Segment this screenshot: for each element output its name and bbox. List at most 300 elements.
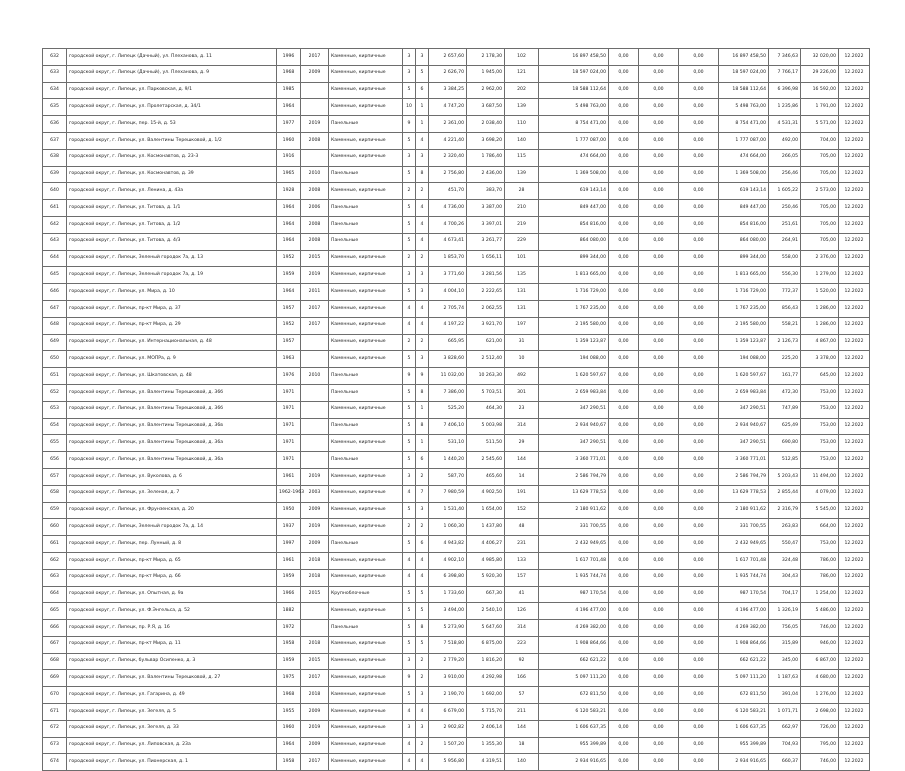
- cell-floors: 2: [403, 183, 416, 200]
- cell-deadline: 12.2022: [839, 603, 870, 620]
- cell-floors: 5: [403, 284, 416, 301]
- table-row: [43, 65, 870, 82]
- cell-wall-material: Каменные, кирпичные: [329, 636, 403, 653]
- cell-cost-total: 854 816,00: [539, 216, 609, 233]
- cell-cost-regional: 0,00: [639, 452, 679, 469]
- cell-deadline: 12.2022: [839, 418, 870, 435]
- cell-cost-municipal: 0,00: [679, 737, 719, 754]
- cell-cost-regional: 0,00: [639, 250, 679, 267]
- cell-unit-cost: 263,83: [769, 519, 801, 536]
- cell-cost-municipal: 0,00: [679, 452, 719, 469]
- cell-row-number: 660: [43, 519, 67, 536]
- cell-residents: 229: [505, 233, 539, 250]
- cell-year-built: 1996: [277, 49, 301, 66]
- cell-cost-municipal: 0,00: [679, 334, 719, 351]
- cell-max-unit-cost: 5 571,00: [801, 116, 839, 133]
- table-row: [43, 233, 870, 250]
- table-row: [43, 468, 870, 485]
- table-row: [43, 704, 870, 721]
- cell-deadline: 12.2022: [839, 300, 870, 317]
- cell-floors: 5: [403, 166, 416, 183]
- cell-year-built: 1972: [277, 620, 301, 637]
- cell-living-area: 3 921,70: [467, 317, 505, 334]
- cell-residents: 144: [505, 720, 539, 737]
- cell-cost-total: 347 290,51: [539, 401, 609, 418]
- cell-deadline: 12.2022: [839, 351, 870, 368]
- cell-year-renovated: 2015: [301, 250, 329, 267]
- cell-entrances: 2: [416, 250, 429, 267]
- cell-cost-federal: 0,00: [609, 452, 639, 469]
- cell-floors: 5: [403, 435, 416, 452]
- cell-cost-total: 194 088,00: [539, 351, 609, 368]
- cell-cost-owners: 6 120 583,21: [719, 704, 769, 721]
- cell-max-unit-cost: 4 680,00: [801, 670, 839, 687]
- cell-wall-material: Каменные, кирпичные: [329, 132, 403, 149]
- cell-deadline: 12.2022: [839, 216, 870, 233]
- cell-cost-municipal: 0,00: [679, 351, 719, 368]
- cell-residents: 231: [505, 536, 539, 553]
- cell-wall-material: Каменные, кирпичные: [329, 401, 403, 418]
- cell-cost-regional: 0,00: [639, 49, 679, 66]
- cell-max-unit-cost: 705,00: [801, 166, 839, 183]
- cell-row-number: 638: [43, 149, 67, 166]
- table-row: [43, 586, 870, 603]
- cell-max-unit-cost: 705,00: [801, 233, 839, 250]
- cell-cost-owners: 331 700,55: [719, 519, 769, 536]
- cell-address: городской округ, г. Липецк, пр-кт Мира, д. 29: [67, 317, 277, 334]
- cell-total-area: 4 221,40: [429, 132, 467, 149]
- cell-wall-material: Каменные, кирпичные: [329, 754, 403, 771]
- cell-address: городской округ, г. Липецк, ул. Валентины Терешковой, д. 36а: [67, 435, 277, 452]
- cell-deadline: 12.2022: [839, 401, 870, 418]
- cell-residents: 102: [505, 49, 539, 66]
- cell-wall-material: Каменные, кирпичные: [329, 317, 403, 334]
- cell-cost-municipal: 0,00: [679, 250, 719, 267]
- cell-cost-total: 672 811,50: [539, 687, 609, 704]
- cell-cost-federal: 0,00: [609, 468, 639, 485]
- cell-cost-regional: 0,00: [639, 519, 679, 536]
- cell-year-renovated: 2019: [301, 519, 329, 536]
- cell-cost-federal: 0,00: [609, 653, 639, 670]
- cell-cost-municipal: 0,00: [679, 300, 719, 317]
- cell-year-built: 1965: [277, 166, 301, 183]
- cell-max-unit-cost: 753,00: [801, 401, 839, 418]
- cell-year-built: 1964: [277, 216, 301, 233]
- cell-address: городской округ, г. Липецк, ул. Парковская, д. 9/1: [67, 82, 277, 99]
- table-row: [43, 519, 870, 536]
- cell-max-unit-cost: 32 020,00: [801, 49, 839, 66]
- cell-year-built: 1952: [277, 317, 301, 334]
- table-row: [43, 149, 870, 166]
- cell-cost-total: 2 432 949,65: [539, 536, 609, 553]
- cell-cost-regional: 0,00: [639, 704, 679, 721]
- cell-floors: 9: [403, 670, 416, 687]
- cell-cost-owners: 2 195 580,00: [719, 317, 769, 334]
- cell-deadline: 12.2022: [839, 166, 870, 183]
- cell-year-built: 1971: [277, 384, 301, 401]
- cell-row-number: 664: [43, 586, 67, 603]
- cell-cost-regional: 0,00: [639, 334, 679, 351]
- cell-cost-federal: 0,00: [609, 704, 639, 721]
- cell-row-number: 642: [43, 216, 67, 233]
- cell-year-built: 1985: [277, 82, 301, 99]
- cell-cost-total: 347 290,51: [539, 435, 609, 452]
- table-row: [43, 502, 870, 519]
- cell-wall-material: Каменные, кирпичные: [329, 65, 403, 82]
- cell-address: городской округ, г. Липецк, пер. Лунный, д. 8: [67, 536, 277, 553]
- table-row: [43, 82, 870, 99]
- cell-cost-municipal: 0,00: [679, 317, 719, 334]
- cell-cost-owners: 849 447,00: [719, 200, 769, 217]
- cell-floors: 3: [403, 49, 416, 66]
- cell-deadline: 12.2022: [839, 670, 870, 687]
- cell-cost-federal: 0,00: [609, 351, 639, 368]
- cell-cost-municipal: 0,00: [679, 603, 719, 620]
- cell-total-area: 7 980,59: [429, 485, 467, 502]
- cell-living-area: 5 647,60: [467, 620, 505, 637]
- cell-cost-owners: 2 659 983,84: [719, 384, 769, 401]
- cell-year-built: 1950: [277, 502, 301, 519]
- cell-year-renovated: [301, 99, 329, 116]
- cell-cost-owners: 474 664,00: [719, 149, 769, 166]
- cell-wall-material: Каменные, кирпичные: [329, 351, 403, 368]
- cell-max-unit-cost: 29 226,00: [801, 65, 839, 82]
- cell-unit-cost: 558,21: [769, 317, 801, 334]
- cell-total-area: 2 320,40: [429, 149, 467, 166]
- cell-cost-municipal: 0,00: [679, 149, 719, 166]
- cell-residents: 139: [505, 166, 539, 183]
- table-row: [43, 401, 870, 418]
- table-row: [43, 216, 870, 233]
- cell-max-unit-cost: 4 079,00: [801, 485, 839, 502]
- cell-max-unit-cost: 5 545,00: [801, 502, 839, 519]
- cell-year-renovated: 2015: [301, 586, 329, 603]
- cell-cost-federal: 0,00: [609, 132, 639, 149]
- cell-cost-owners: 854 816,00: [719, 216, 769, 233]
- cell-unit-cost: 1 326,19: [769, 603, 801, 620]
- cell-floors: 2: [403, 519, 416, 536]
- cell-address: городской округ, г. Липецк, пер. 15-й, д. 53: [67, 116, 277, 133]
- cell-deadline: 12.2022: [839, 653, 870, 670]
- cell-cost-federal: 0,00: [609, 435, 639, 452]
- cell-cost-regional: 0,00: [639, 485, 679, 502]
- cell-living-area: 2 512,40: [467, 351, 505, 368]
- table-row: [43, 737, 870, 754]
- cell-cost-municipal: 0,00: [679, 200, 719, 217]
- cell-cost-total: 8 754 471,00: [539, 116, 609, 133]
- cell-residents: 157: [505, 569, 539, 586]
- cell-year-renovated: 2019: [301, 720, 329, 737]
- cell-max-unit-cost: 746,00: [801, 754, 839, 771]
- cell-max-unit-cost: 1 286,00: [801, 317, 839, 334]
- table-row: [43, 166, 870, 183]
- cell-year-renovated: 2019: [301, 267, 329, 284]
- cell-address: городской округ, г. Липецк, ул. Зегеля, д. 33: [67, 720, 277, 737]
- cell-max-unit-cost: 4 867,00: [801, 334, 839, 351]
- cell-year-renovated: [301, 620, 329, 637]
- cell-residents: 29: [505, 435, 539, 452]
- cell-cost-municipal: 0,00: [679, 132, 719, 149]
- cell-wall-material: Крупноблочные: [329, 586, 403, 603]
- cell-cost-owners: 2 180 911,62: [719, 502, 769, 519]
- cell-cost-municipal: 0,00: [679, 754, 719, 771]
- cell-wall-material: Каменные, кирпичные: [329, 519, 403, 536]
- cell-deadline: 12.2022: [839, 250, 870, 267]
- cell-max-unit-cost: 2 698,00: [801, 704, 839, 721]
- table-row: [43, 687, 870, 704]
- cell-address: городской округ, г. Липецк, пр-кт Мира, д. 11: [67, 636, 277, 653]
- cell-entrances: 5: [416, 586, 429, 603]
- cell-max-unit-cost: 753,00: [801, 452, 839, 469]
- cell-cost-municipal: 0,00: [679, 620, 719, 637]
- table-row: [43, 334, 870, 351]
- cell-cost-federal: 0,00: [609, 65, 639, 82]
- cell-deadline: 12.2022: [839, 435, 870, 452]
- cell-cost-municipal: 0,00: [679, 519, 719, 536]
- cell-row-number: 671: [43, 704, 67, 721]
- cell-max-unit-cost: 753,00: [801, 536, 839, 553]
- cell-year-built: 1971: [277, 418, 301, 435]
- cell-total-area: 2 657,60: [429, 49, 467, 66]
- cell-address: городской округ, г. Липецк, ул. Валентины Терешковой, д. 36а: [67, 452, 277, 469]
- cell-row-number: 666: [43, 620, 67, 637]
- cell-year-renovated: 2017: [301, 670, 329, 687]
- cell-deadline: 12.2022: [839, 620, 870, 637]
- cell-living-area: 464,30: [467, 401, 505, 418]
- cell-cost-federal: 0,00: [609, 334, 639, 351]
- cell-entrances: 3: [416, 502, 429, 519]
- cell-year-renovated: [301, 384, 329, 401]
- cell-entrances: 4: [416, 300, 429, 317]
- cell-cost-owners: 4 269 382,00: [719, 620, 769, 637]
- cell-living-area: 3 698,20: [467, 132, 505, 149]
- cell-cost-municipal: 0,00: [679, 65, 719, 82]
- cell-cost-total: 3 360 771,01: [539, 452, 609, 469]
- cell-unit-cost: 264,91: [769, 233, 801, 250]
- cell-cost-federal: 0,00: [609, 82, 639, 99]
- cell-cost-owners: 1 777 087,00: [719, 132, 769, 149]
- table-row: [43, 284, 870, 301]
- cell-cost-total: 899 344,00: [539, 250, 609, 267]
- cell-cost-regional: 0,00: [639, 687, 679, 704]
- cell-entrances: 3: [416, 720, 429, 737]
- cell-address: городской округ, г. Липецк, пр-кт Мира, д. 37: [67, 300, 277, 317]
- table-row: [43, 452, 870, 469]
- table-row: [43, 267, 870, 284]
- cell-address: городской округ, г. Липецк, ул. Валентины Терешковой, д. 1/2: [67, 132, 277, 149]
- cell-floors: 4: [403, 737, 416, 754]
- cell-total-area: 4 902,10: [429, 552, 467, 569]
- cell-address: городской округ, г. Липецк, ул. Опытная, д. 9а: [67, 586, 277, 603]
- cell-cost-owners: 899 344,00: [719, 250, 769, 267]
- cell-cost-owners: 5 097 111,20: [719, 670, 769, 687]
- cell-row-number: 667: [43, 636, 67, 653]
- cell-floors: 3: [403, 720, 416, 737]
- cell-wall-material: Каменные, кирпичные: [329, 284, 403, 301]
- cell-year-renovated: 2019: [301, 468, 329, 485]
- cell-cost-federal: 0,00: [609, 384, 639, 401]
- cell-cost-federal: 0,00: [609, 552, 639, 569]
- cell-cost-federal: 0,00: [609, 502, 639, 519]
- cell-row-number: 633: [43, 65, 67, 82]
- cell-cost-federal: 0,00: [609, 485, 639, 502]
- cell-year-built: 1952: [277, 250, 301, 267]
- table-row: [43, 351, 870, 368]
- cell-entrances: 4: [416, 233, 429, 250]
- cell-max-unit-cost: 645,00: [801, 368, 839, 385]
- cell-year-built: 1959: [277, 653, 301, 670]
- cell-cost-owners: 3 360 771,01: [719, 452, 769, 469]
- cell-row-number: 674: [43, 754, 67, 771]
- cell-living-area: 1 654,00: [467, 502, 505, 519]
- cell-unit-cost: 6 396,98: [769, 82, 801, 99]
- cell-unit-cost: 660,37: [769, 754, 801, 771]
- cell-entrances: 8: [416, 166, 429, 183]
- cell-wall-material: Каменные, кирпичные: [329, 250, 403, 267]
- cell-row-number: 653: [43, 401, 67, 418]
- cell-living-area: 3 387,00: [467, 200, 505, 217]
- cell-entrances: 2: [416, 468, 429, 485]
- table-row: [43, 435, 870, 452]
- table-row: [43, 116, 870, 133]
- cell-deadline: 12.2022: [839, 49, 870, 66]
- cell-year-built: 1971: [277, 435, 301, 452]
- cell-deadline: 12.2022: [839, 519, 870, 536]
- cell-residents: 126: [505, 603, 539, 620]
- cell-floors: 2: [403, 334, 416, 351]
- cell-year-built: 1959: [277, 267, 301, 284]
- cell-floors: 4: [403, 754, 416, 771]
- cell-cost-federal: 0,00: [609, 418, 639, 435]
- cell-cost-regional: 0,00: [639, 216, 679, 233]
- cell-floors: 10: [403, 99, 416, 116]
- cell-cost-owners: 1 716 729,00: [719, 284, 769, 301]
- cell-wall-material: Каменные, кирпичные: [329, 49, 403, 66]
- cell-cost-total: 474 664,00: [539, 149, 609, 166]
- cell-address: городской округ, г. Липецк, ул. Валентины Терешковой, д. 36б: [67, 384, 277, 401]
- cell-year-built: 1962-1963: [277, 485, 301, 502]
- cell-year-renovated: [301, 82, 329, 99]
- cell-living-area: 2 545,60: [467, 452, 505, 469]
- table-row: [43, 720, 870, 737]
- cell-row-number: 635: [43, 99, 67, 116]
- cell-total-area: 7 406,10: [429, 418, 467, 435]
- cell-cost-federal: 0,00: [609, 99, 639, 116]
- cell-wall-material: Каменные, кирпичные: [329, 485, 403, 502]
- cell-cost-total: 987 170,54: [539, 586, 609, 603]
- cell-max-unit-cost: 705,00: [801, 200, 839, 217]
- cell-max-unit-cost: 753,00: [801, 418, 839, 435]
- cell-cost-regional: 0,00: [639, 233, 679, 250]
- cell-cost-municipal: 0,00: [679, 636, 719, 653]
- cell-cost-regional: 0,00: [639, 116, 679, 133]
- cell-year-built: 1976: [277, 368, 301, 385]
- table-row: [43, 99, 870, 116]
- cell-entrances: 2: [416, 737, 429, 754]
- cell-total-area: 2 705,74: [429, 300, 467, 317]
- cell-cost-total: 331 700,55: [539, 519, 609, 536]
- cell-row-number: 662: [43, 552, 67, 569]
- cell-cost-regional: 0,00: [639, 166, 679, 183]
- cell-cost-total: 662 621,22: [539, 653, 609, 670]
- cell-wall-material: Панельные: [329, 166, 403, 183]
- cell-cost-owners: 1 369 508,00: [719, 166, 769, 183]
- cell-total-area: 4 747,20: [429, 99, 467, 116]
- cell-deadline: 12.2022: [839, 468, 870, 485]
- cell-cost-total: 1 359 123,87: [539, 334, 609, 351]
- cell-max-unit-cost: 1 791,00: [801, 99, 839, 116]
- cell-year-built: 1964: [277, 99, 301, 116]
- cell-entrances: 1: [416, 401, 429, 418]
- cell-row-number: 669: [43, 670, 67, 687]
- cell-floors: 4: [403, 552, 416, 569]
- cell-cost-owners: 16 897 458,50: [719, 49, 769, 66]
- cell-entrances: 3: [416, 687, 429, 704]
- cell-row-number: 644: [43, 250, 67, 267]
- cell-year-built: 1964: [277, 737, 301, 754]
- cell-cost-owners: 194 088,00: [719, 351, 769, 368]
- cell-total-area: 451,70: [429, 183, 467, 200]
- cell-year-renovated: 2008: [301, 233, 329, 250]
- cell-year-renovated: 2009: [301, 502, 329, 519]
- cell-living-area: 5 715,70: [467, 704, 505, 721]
- cell-entrances: 5: [416, 636, 429, 653]
- cell-max-unit-cost: 795,00: [801, 737, 839, 754]
- cell-cost-federal: 0,00: [609, 49, 639, 66]
- cell-year-built: 1955: [277, 704, 301, 721]
- cell-cost-regional: 0,00: [639, 82, 679, 99]
- cell-living-area: 6 875,00: [467, 636, 505, 653]
- table-row: [43, 183, 870, 200]
- cell-row-number: 656: [43, 452, 67, 469]
- cell-entrances: 2: [416, 519, 429, 536]
- cell-residents: 197: [505, 317, 539, 334]
- cell-cost-regional: 0,00: [639, 636, 679, 653]
- cell-cost-municipal: 0,00: [679, 435, 719, 452]
- cell-year-built: 1964: [277, 233, 301, 250]
- cell-unit-cost: 304,43: [769, 569, 801, 586]
- cell-cost-total: 1 767 235,00: [539, 300, 609, 317]
- cell-address: городской округ, г. Липецк, ул. Пролетарская, д. 34/1: [67, 99, 277, 116]
- cell-entrances: 2: [416, 183, 429, 200]
- cell-floors: 5: [403, 620, 416, 637]
- cell-cost-regional: 0,00: [639, 569, 679, 586]
- cell-row-number: 640: [43, 183, 67, 200]
- cell-year-built: 1997: [277, 536, 301, 553]
- cell-deadline: 12.2022: [839, 317, 870, 334]
- cell-cost-owners: 672 811,50: [719, 687, 769, 704]
- cell-year-renovated: 2019: [301, 116, 329, 133]
- cell-residents: 131: [505, 284, 539, 301]
- cell-entrances: 7: [416, 485, 429, 502]
- cell-year-built: 1966: [277, 586, 301, 603]
- cell-cost-federal: 0,00: [609, 166, 639, 183]
- cell-max-unit-cost: 1 286,00: [801, 300, 839, 317]
- cell-total-area: 531,10: [429, 435, 467, 452]
- cell-address: городской округ, г. Липецк (Дачный), ул. Плеханова, д. 9: [67, 65, 277, 82]
- cell-cost-total: 849 447,00: [539, 200, 609, 217]
- table-row: [43, 653, 870, 670]
- cell-unit-cost: 2 316,79: [769, 502, 801, 519]
- cell-year-built: 1964: [277, 284, 301, 301]
- cell-total-area: 525,20: [429, 401, 467, 418]
- cell-year-renovated: [301, 149, 329, 166]
- cell-entrances: 3: [416, 351, 429, 368]
- cell-max-unit-cost: 1 279,00: [801, 267, 839, 284]
- cell-living-area: 2 062,55: [467, 300, 505, 317]
- cell-row-number: 649: [43, 334, 67, 351]
- cell-row-number: 643: [43, 233, 67, 250]
